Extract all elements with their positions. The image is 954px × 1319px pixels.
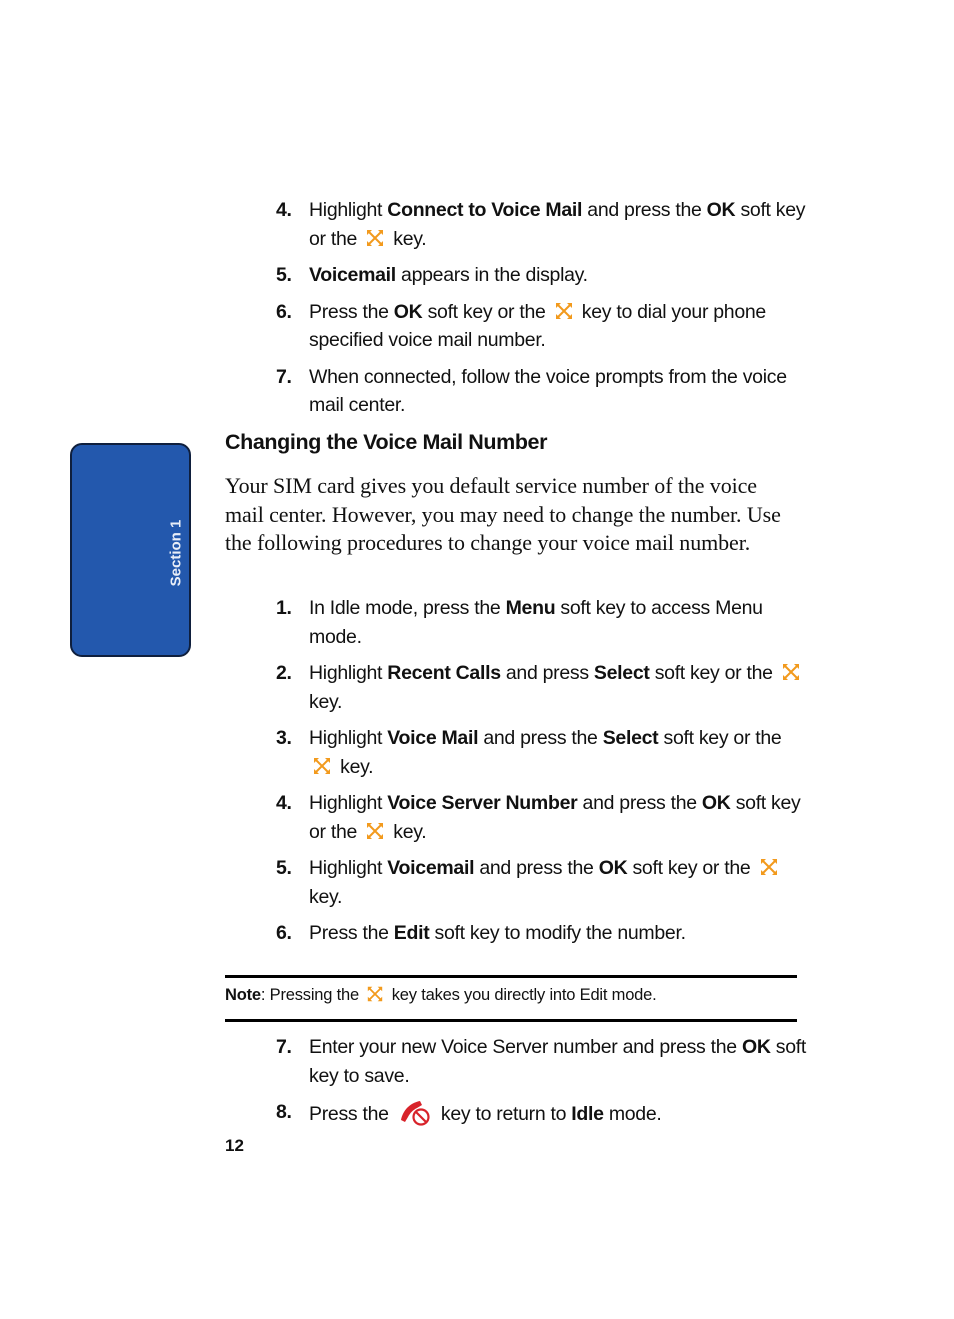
bold-term: Menu: [505, 597, 556, 619]
text-run: and press the: [474, 857, 599, 879]
navigation-key-icon: [554, 301, 574, 321]
text-run: : Pressing the: [260, 986, 364, 1004]
navigation-key-icon: [365, 821, 385, 841]
bold-term: Connect to Voice Mail: [387, 199, 583, 221]
bold-term: Edit: [393, 922, 430, 944]
bold-term: Recent Calls: [387, 662, 501, 684]
step-text: [309, 366, 787, 417]
text-run: Highlight: [309, 199, 388, 221]
bold-term: Voice Mail: [387, 727, 479, 749]
navigation-key-icon: [365, 228, 385, 248]
text-run: soft key or the: [627, 857, 756, 879]
step-text: [309, 792, 801, 843]
step-text: [309, 301, 766, 352]
step-number: 3.: [276, 727, 292, 749]
step-item: [276, 298, 806, 355]
step-item: [276, 196, 806, 253]
section-tab-label: Section 1: [167, 519, 185, 587]
text-run: key.: [388, 820, 427, 843]
bold-term: OK: [706, 199, 736, 221]
text-run: and press the: [478, 727, 603, 749]
navigation-key-icon: [781, 662, 801, 682]
navigation-key-icon: [759, 857, 779, 877]
text-run: key.: [335, 755, 374, 778]
text-run: and press the: [582, 199, 707, 221]
step-item: [276, 724, 806, 781]
step-text: [309, 727, 781, 778]
step-number: 5.: [276, 264, 292, 286]
text-run: Enter your new Voice Server number and press the: [309, 1036, 742, 1058]
step-item: [276, 854, 806, 911]
text-run: When connected, follow the voice prompts from the voice mail center.: [309, 365, 787, 416]
text-run: soft key to save.: [309, 1036, 806, 1087]
step-text: [309, 1036, 806, 1087]
steps-list-bottom: [276, 1033, 806, 1137]
text-run: In Idle mode, press the: [309, 597, 506, 619]
text-run: key to return to: [435, 1103, 572, 1125]
steps-list-middle: [276, 594, 806, 956]
step-number: 2.: [276, 662, 292, 684]
bold-term: Select: [602, 727, 659, 749]
step-text: [309, 857, 782, 908]
bold-term: OK: [741, 1036, 771, 1058]
step-number: 7.: [276, 1036, 292, 1058]
page-number: 12: [225, 1136, 244, 1155]
step-number: 8.: [276, 1101, 292, 1123]
text-run: key to dial your phone specified voice mail number.: [309, 300, 766, 351]
end-key-icon: [398, 1098, 432, 1128]
step-item: [276, 1098, 806, 1129]
bold-term: Voicemail: [387, 857, 475, 879]
text-run: key.: [388, 227, 427, 250]
step-text: [309, 662, 804, 713]
text-run: soft key or the: [649, 662, 778, 684]
step-item: [276, 363, 806, 420]
bold-term: OK: [598, 857, 628, 879]
step-text: [309, 264, 588, 286]
step-text: [309, 1103, 662, 1125]
text-run: key.: [309, 690, 343, 713]
text-run: Press the: [309, 300, 394, 323]
text-run: Press the: [309, 922, 394, 944]
step-number: 4.: [276, 792, 292, 814]
step-item: [276, 261, 806, 290]
text-run: soft key to access Menu mode.: [309, 597, 763, 648]
text-run: soft key or the: [422, 300, 551, 323]
step-item: [276, 789, 806, 846]
step-item: [276, 919, 806, 948]
text-run: soft key or the: [658, 727, 782, 749]
section-heading: Changing the Voice Mail Number: [225, 430, 548, 454]
step-text: [309, 922, 686, 944]
text-run: appears in the display.: [395, 264, 588, 286]
step-number: 1.: [276, 597, 292, 619]
text-run: key.: [309, 885, 343, 908]
bold-term: Voicemail: [309, 264, 396, 286]
step-item: [276, 1033, 806, 1090]
text-run: and press: [500, 662, 594, 684]
step-number: 6.: [276, 922, 292, 944]
bold-term: OK: [701, 792, 731, 814]
text-run: mode.: [603, 1103, 662, 1125]
step-text: [309, 597, 763, 648]
note-box: [225, 975, 797, 1022]
bold-term: Voice Server Number: [387, 792, 578, 814]
text-run: Press the: [309, 1103, 394, 1125]
text-run: and press the: [577, 792, 702, 814]
text-run: soft key or the: [309, 792, 801, 843]
intro-paragraph: Your SIM card gives you default service number of the voice mail center. However, you may need to change the number. Use the following procedures to change your voice mail number.: [225, 473, 781, 555]
step-text: [309, 199, 805, 250]
text-run: soft key to modify the number.: [429, 922, 686, 944]
text-run: key takes you directly into Edit mode.: [387, 986, 657, 1004]
step-number: 6.: [276, 300, 292, 323]
text-run: Highlight: [309, 662, 388, 684]
text-run: Highlight: [309, 727, 388, 749]
step-number: 7.: [276, 365, 292, 388]
bold-term: Note: [225, 986, 261, 1004]
step-number: 5.: [276, 857, 292, 879]
bold-term: OK: [393, 300, 423, 323]
step-number: 4.: [276, 199, 292, 221]
text-run: Highlight: [309, 792, 388, 814]
bold-term: Select: [593, 662, 650, 684]
navigation-key-icon: [312, 756, 332, 776]
navigation-key-icon: [366, 985, 384, 1003]
step-item: [276, 659, 806, 716]
text-run: Highlight: [309, 857, 388, 879]
text-run: soft key or the: [309, 199, 806, 250]
note-text: [225, 984, 657, 1006]
bold-term: Idle: [571, 1103, 604, 1125]
steps-list-top: [276, 196, 806, 428]
step-item: [276, 594, 806, 651]
